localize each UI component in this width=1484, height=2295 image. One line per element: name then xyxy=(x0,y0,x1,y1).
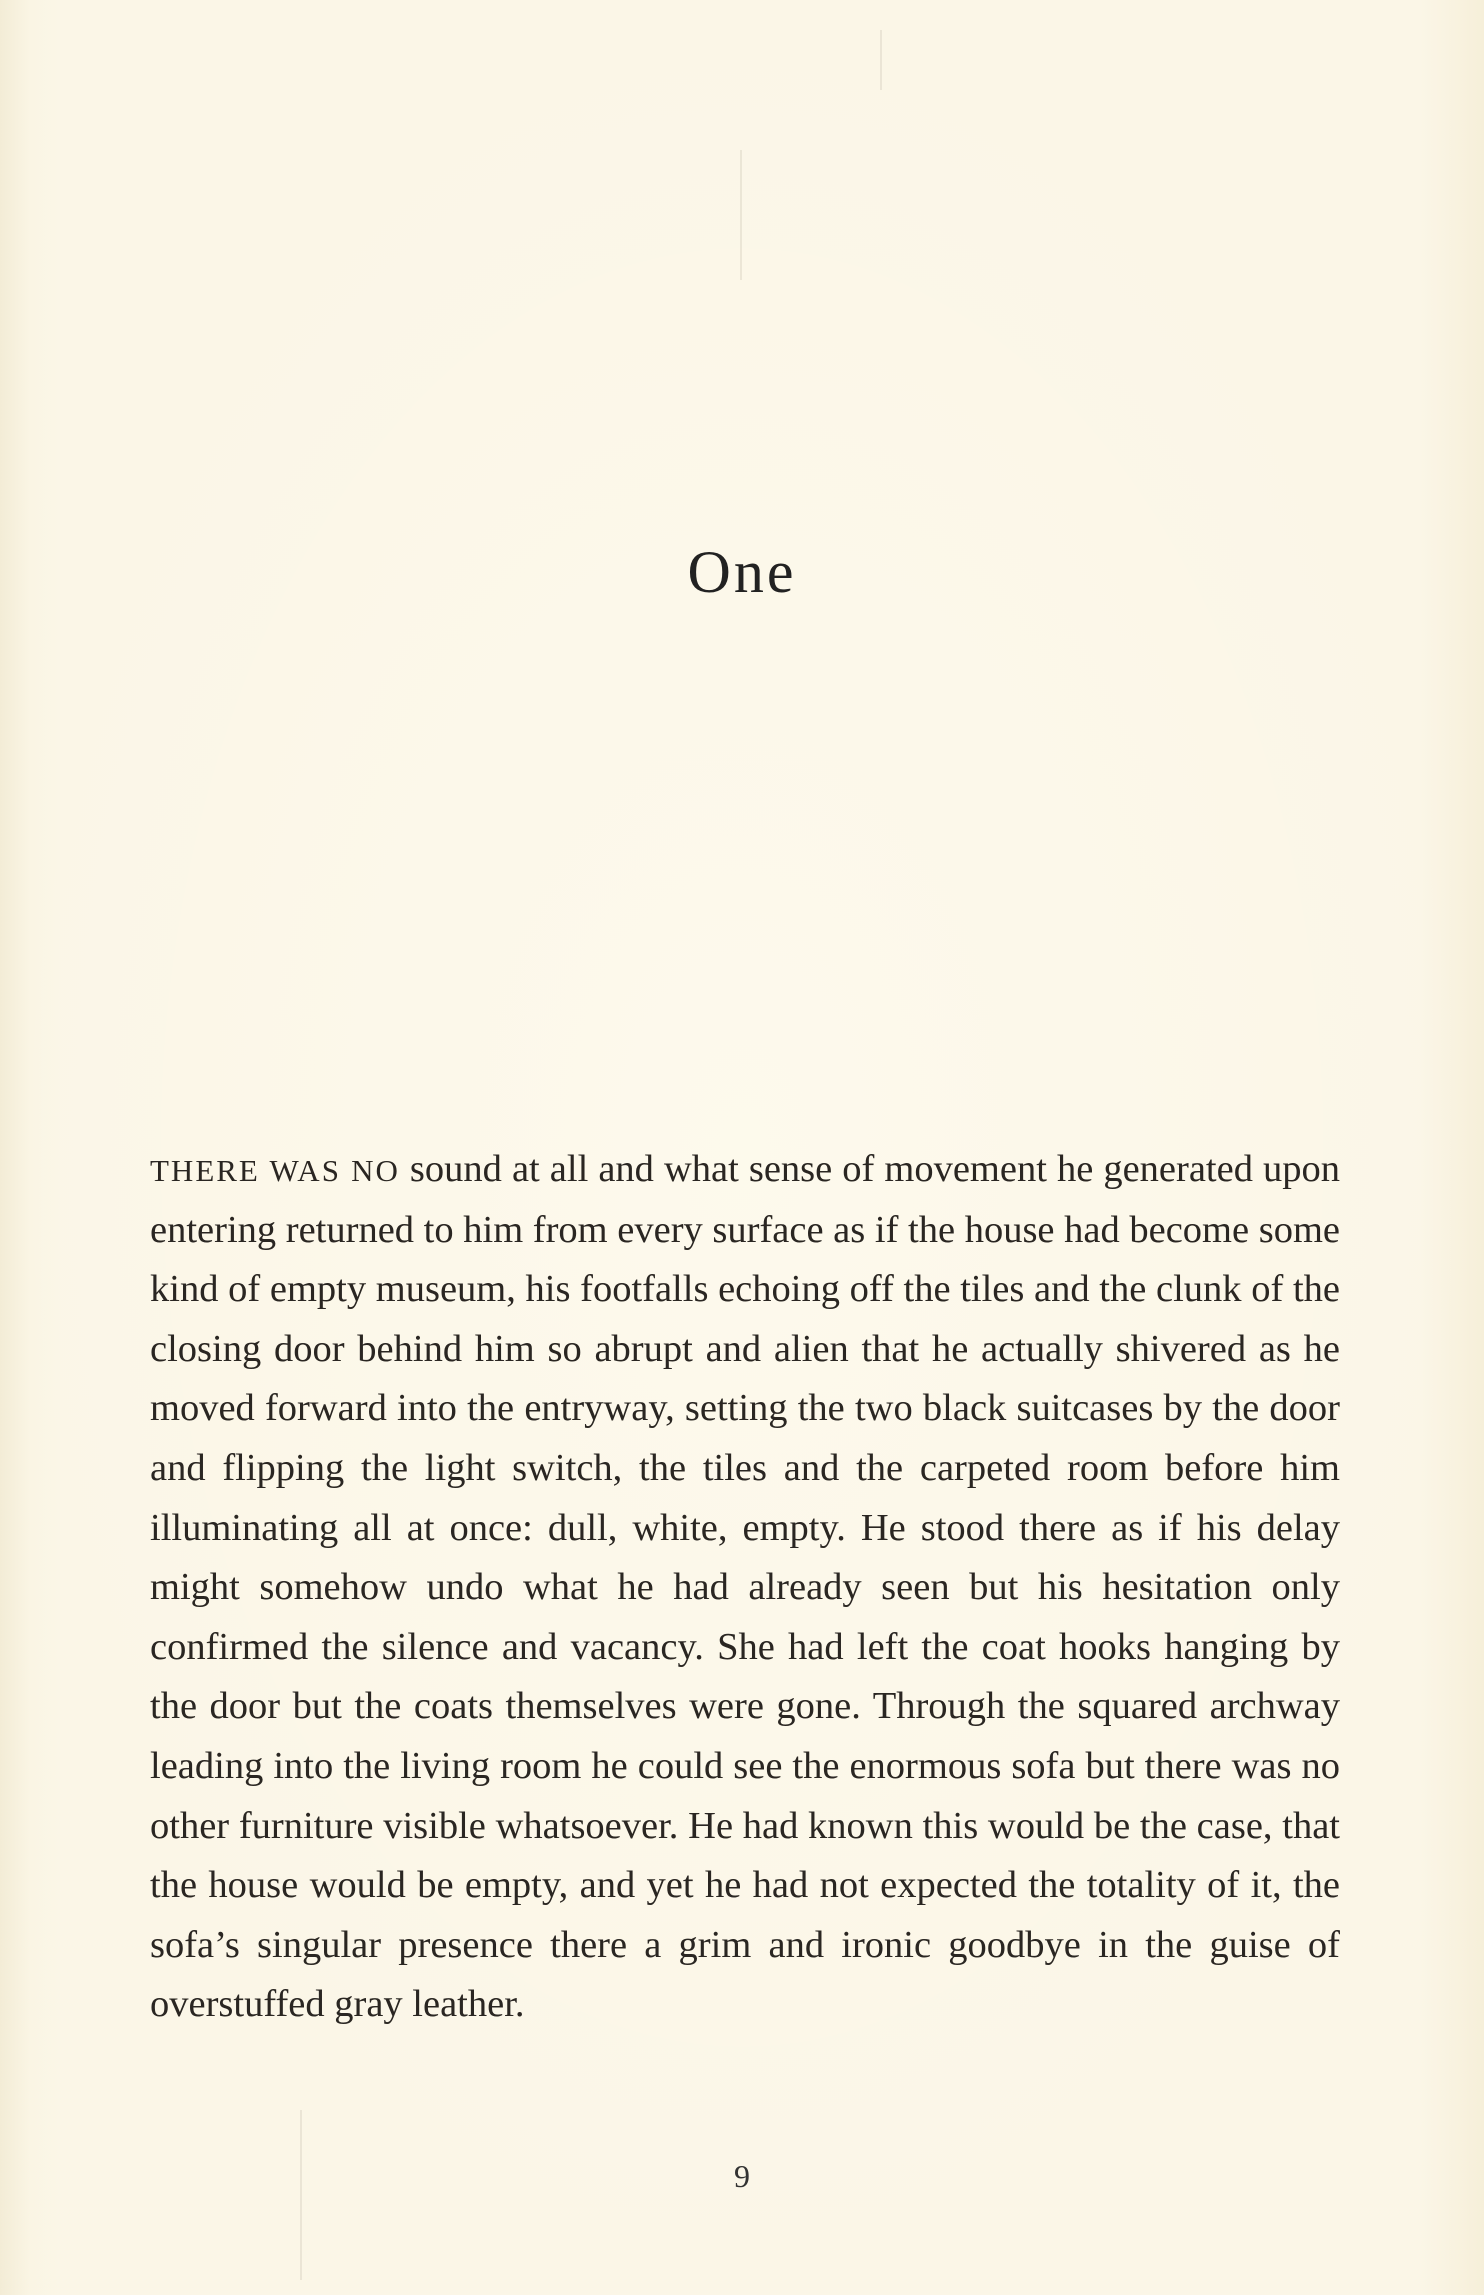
opening-small-caps: THERE WAS NO xyxy=(150,1153,400,1188)
chapter-title: One xyxy=(687,539,797,605)
paragraph-text: sound at all and what sense of movement he generated upon entering returned to him from every surface as if the house had become some kind of empty museum, his footfalls echoing off the tiles and the clunk of the closing door behind him so abrupt and alien that he actually shivered as he moved forward into the entryway, setting the two black suitcases by the door and flipping the light switch, the tiles and the carpeted room before him illuminating all at once: dull, white, empty. He stood there as if his delay might somehow undo what he had already seen but his hesitation only confirmed the silence and vacancy. She had left the coat hooks hanging by the door but the coats themselves were gone. Through the squared archway leading into the living room he could see the enormous sofa but there was no other furniture visible whatsoever. He had known this would be the case, that the house would be empty, and yet he had not expected the totality of it, the sofa’s singular presence there a grim and ironic goodbye in the guise of overstuffed gray leather. xyxy=(150,1148,1340,2026)
chapter-body-paragraph xyxy=(150,1140,1340,2035)
paper-fold-mark xyxy=(740,150,742,280)
paper-fold-mark xyxy=(300,2110,302,2280)
paper-fold-mark xyxy=(880,30,882,90)
page-number: 9 xyxy=(734,2158,750,2194)
